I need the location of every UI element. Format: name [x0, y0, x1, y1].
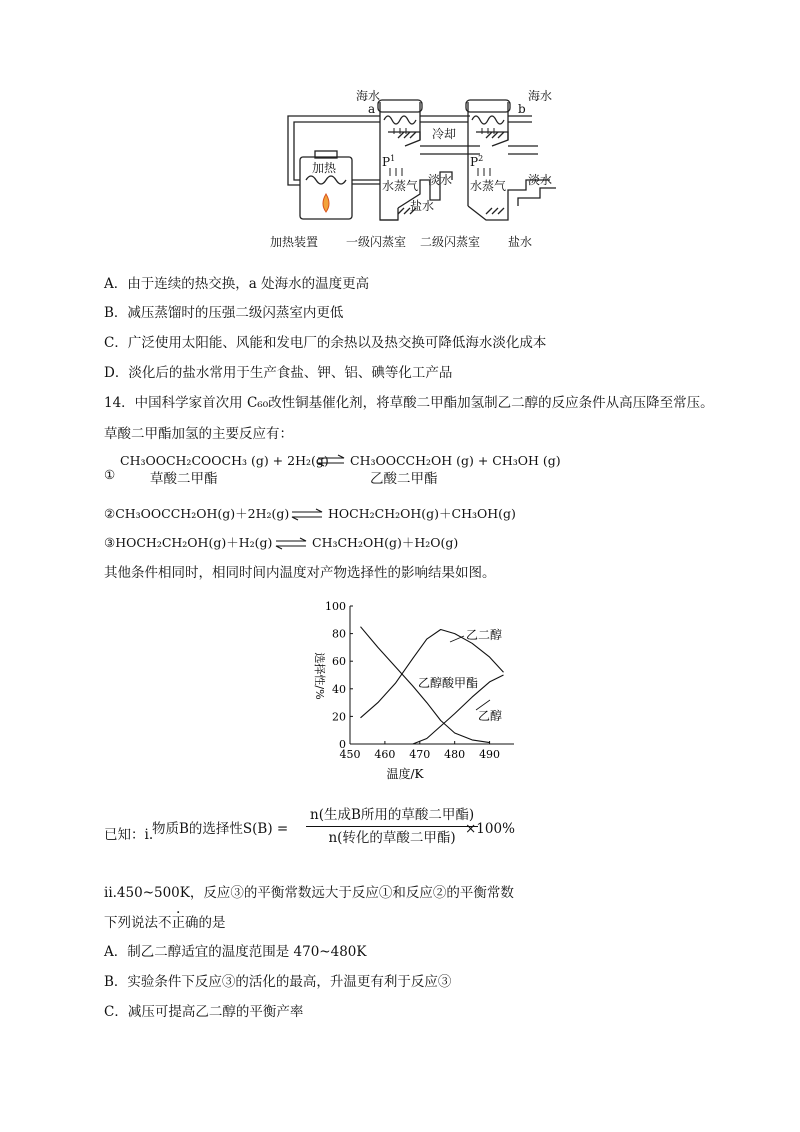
steam1-label: 水蒸气 — [382, 179, 419, 193]
reaction1-left: CH₃OOCH₂COOCH₃ (g) + 2H₂(g) — [120, 453, 329, 468]
reaction1-name-left: 草酸二甲酯 — [150, 471, 218, 487]
reaction2-left: ②CH₃OOCCH₂OH(g)＋2H₂(g) — [104, 506, 290, 521]
q13-option-d: D．淡化后的盐水常用于生产食盐、钾、铝、碘等化工产品 — [104, 365, 453, 381]
q14-option-a: A．制乙二醇适宜的温度范围是 470~480K — [104, 944, 367, 960]
y-tick-label: 20 — [332, 710, 346, 724]
x-tick-label: 490 — [479, 748, 501, 761]
flame-icon — [323, 194, 329, 212]
reaction1-right: CH₃OOCCH₂OH (g) + CH₃OH (g) — [350, 453, 561, 468]
x-tick-label: 460 — [374, 748, 396, 761]
question-ask: 下列说法不正确的是 — [104, 915, 226, 931]
equilibrium-arrow — [274, 537, 308, 551]
fraction-denominator: n(转化的草酸二甲酯) — [328, 830, 456, 846]
selectivity-fraction — [306, 806, 478, 847]
series-line-ethylene-glycol — [361, 630, 504, 718]
caption-heater: 加热装置 — [270, 235, 319, 249]
equilibrium-arrow — [290, 508, 324, 522]
x-tick-label: 470 — [409, 748, 431, 761]
reaction3-right: CH₃CH₂OH(g)＋H₂O(g) — [312, 535, 459, 550]
fraction-tail: ×100% — [465, 821, 515, 837]
y-tick-label: 80 — [332, 627, 346, 641]
x-axis-label: 温度/K — [386, 767, 424, 781]
x-tick-label: 450 — [339, 748, 361, 761]
q14-option-c: C．减压可提高乙二醇的平衡产率 — [104, 1004, 304, 1020]
label-b: b — [518, 102, 526, 116]
emphasis-not: 不正确 — [158, 915, 199, 931]
known-ii: ii.450~500K，反应③的平衡常数远大于反应①和反应②的平衡常数 — [104, 885, 514, 901]
known-prefix: 已知：i. — [104, 827, 154, 843]
label-leader — [450, 636, 464, 642]
fraction-numerator: n(生成B所用的草酸二甲酯) — [306, 806, 478, 827]
cooling-label: 冷却 — [432, 127, 457, 141]
selectivity-definition-lhs: 物质B的选择性S(B) = — [152, 821, 289, 837]
brine1-label: 盐水 — [410, 199, 435, 213]
label-a: a — [368, 102, 376, 116]
q13-option-c: C．广泛使用太阳能、风能和发电厂的余热以及热交换可降低海水淡化成本 — [104, 335, 547, 351]
q14-option-b: B．实验条件下反应③的活化的最高，升温更有利于反应③ — [104, 974, 452, 990]
y-tick-label: 100 — [325, 600, 346, 613]
steam2-label: 水蒸气 — [470, 179, 507, 193]
q13-option-b: B．减压蒸馏时的压强二级闪蒸室内更低 — [104, 305, 344, 321]
freshwater2-label: 淡水 — [528, 173, 553, 187]
series-label-methyl-glycolate: 乙醇酸甲酯 — [418, 676, 479, 690]
x-tick-label: 480 — [444, 748, 466, 761]
y-axis-label: 选择性/% — [313, 652, 326, 700]
series-label-ethylene-glycol: 乙二醇 — [466, 628, 503, 642]
reaction1-name-right: 乙酸二甲酯 — [370, 471, 438, 487]
caption-stage1: 一级闪蒸室 — [346, 235, 407, 249]
p1-label: $P^1$ — [382, 154, 396, 169]
reaction1-number: ① — [104, 467, 116, 482]
series-label-ethanol: 乙醇 — [478, 709, 503, 723]
y-tick-label: 0 — [339, 738, 346, 751]
seawater-right-label: 海水 — [528, 89, 553, 103]
equilibrium-arrow — [316, 454, 346, 468]
q13-option-a: A．由于连续的热交换，a 处海水的温度更高 — [104, 276, 370, 292]
brine2-label: 盐水 — [508, 235, 533, 249]
flash-distillation-diagram — [270, 80, 560, 255]
reaction3-left: ③HOCH₂CH₂OH(g)＋H₂(g) — [104, 535, 273, 550]
q14-stem-line1: 14．中国科学家首次用 C₆₀改性铜基催化剂，将草酸二甲酯加氢制乙二醇的反应条件从高压降至常压。 — [104, 395, 714, 411]
y-tick-label: 40 — [332, 682, 346, 696]
y-tick-label: 60 — [332, 655, 346, 669]
seawater-left-label: 海水 — [356, 89, 381, 103]
freshwater1-label: 淡水 — [428, 173, 453, 187]
selectivity-chart — [300, 592, 520, 792]
q14-stem-line2: 草酸二甲酯加氢的主要反应有： — [104, 426, 293, 442]
caption-stage2: 二级闪蒸室 — [420, 235, 481, 249]
p2-label: $P^2$ — [470, 154, 484, 169]
heating-label: 加热 — [312, 161, 337, 175]
reaction2-right: HOCH₂CH₂OH(g)＋CH₃OH(g) — [328, 506, 516, 521]
figure-intro: 其他条件相同时，相同时间内温度对产物选择性的影响结果如图。 — [104, 565, 496, 581]
